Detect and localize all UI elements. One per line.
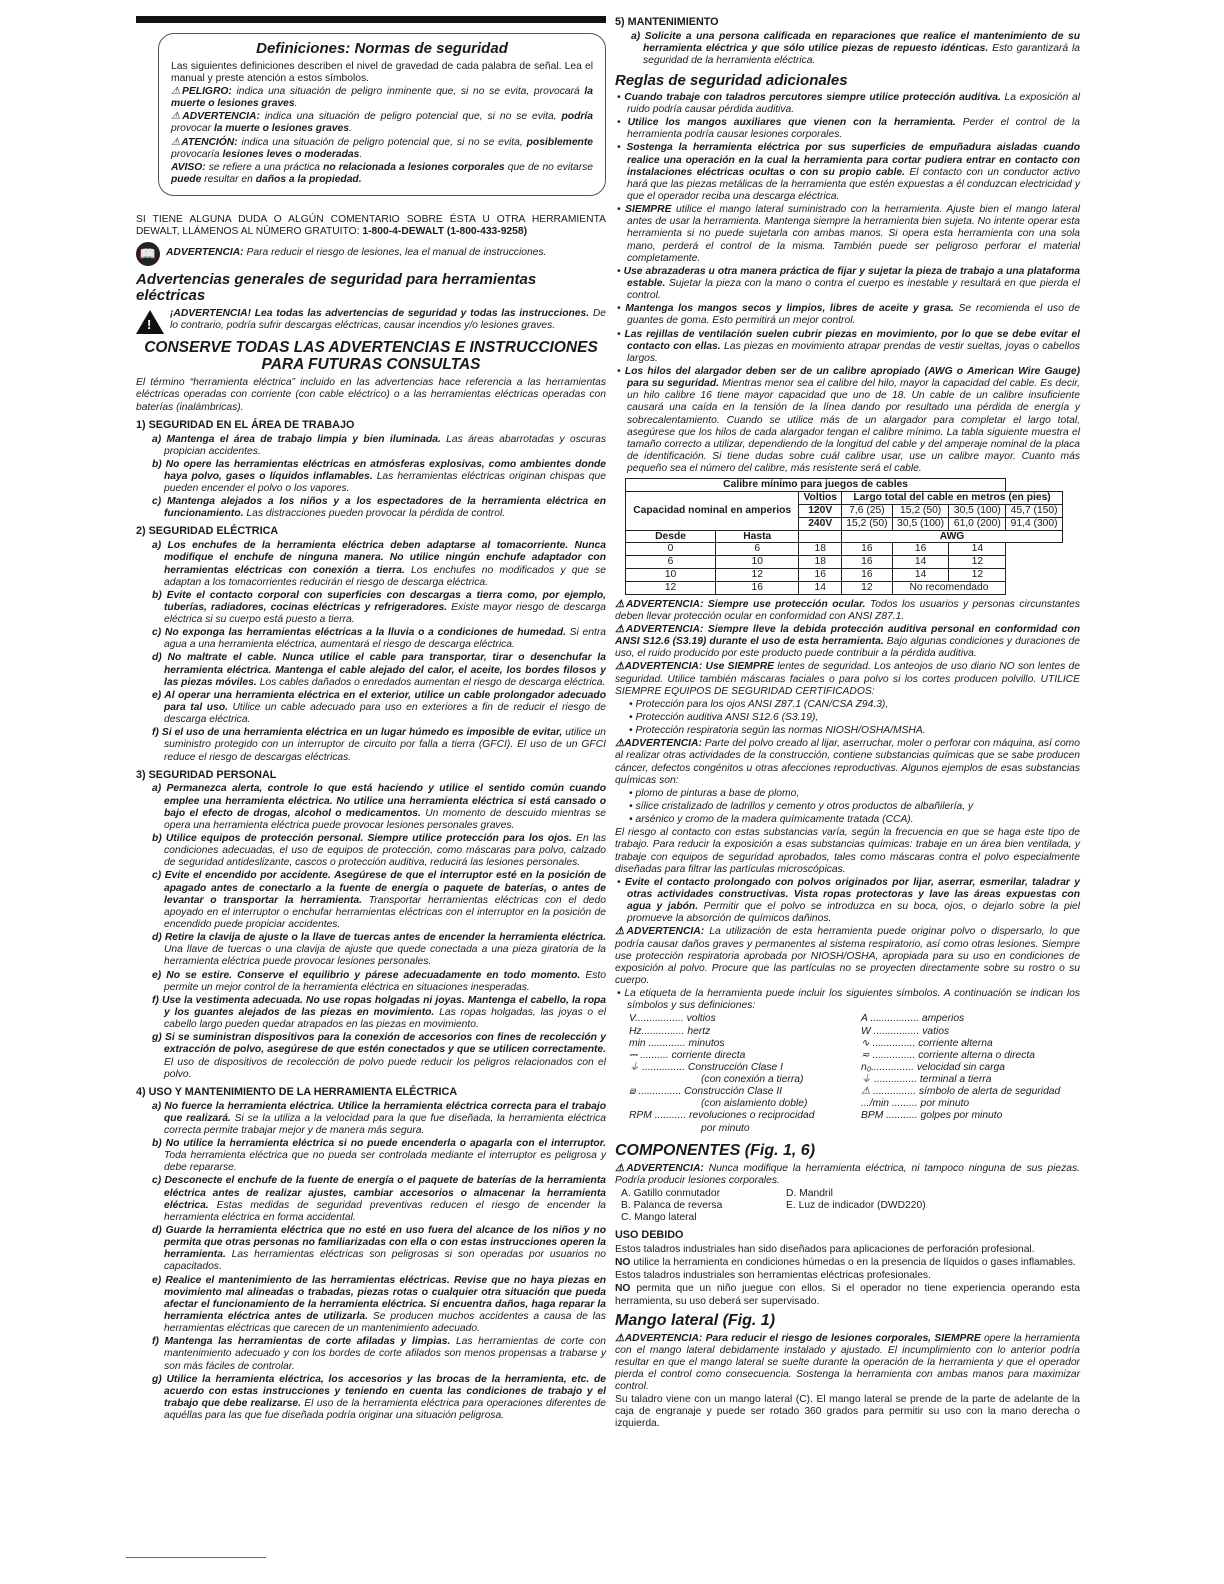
symbol-definition: Hz............... hertz bbox=[629, 1025, 711, 1037]
list-item: • Protección para los ojos ANSI Z87.1 (CAN/CSA Z94.3), bbox=[629, 698, 889, 710]
table-cell: 12 bbox=[949, 556, 1006, 569]
list-item: • arsénico y cromo de la madera químicamente tratada (CCA). bbox=[629, 814, 914, 826]
table-length-cell: 61,0 (200) bbox=[949, 517, 1006, 530]
definitions-title: Definiciones: Normas de seguridad bbox=[256, 40, 508, 57]
top-rule bbox=[136, 16, 606, 23]
safety-item: d) Guarde la herramienta eléctrica que no esté en uso fuera del alcance de los niños y no permita que otras personas no familiarizadas con ella o con estas instrucciones operen la herramienta. Las herramientas eléctricas son peligrosas si son operadas por usuarios no capacitados. bbox=[152, 1225, 606, 1273]
component-item: A. Gatillo conmutador bbox=[621, 1187, 721, 1199]
warning-triangle-icon: ⚠ bbox=[171, 85, 183, 97]
warn-glasses: ⚠ADVERTENCIA: Use SIEMPRE lentes de seguridad. Los anteojos de uso diario NO son lentes de seguridad. Utilice también máscaras faciales o para polvo si los cortes producen polvillo. UTILICE SIEMPRE EQUIPOS DE SEGURIDAD CERTIFICADOS: bbox=[615, 661, 1081, 697]
table-desde: Desde bbox=[626, 530, 716, 543]
component-item: D. Mandril bbox=[786, 1187, 833, 1199]
term-definition: El término “herramienta eléctrica” incluido en las advertencias hace referencia a las herramientas eléctricas operadas con corriente (con cable eléctrico) o a las herramientas eléctricas operadas con baterías (inalámbricas). bbox=[136, 377, 606, 413]
table-length-cell: 7,6 (25) bbox=[842, 504, 893, 517]
read-manual-icon: 📖 bbox=[136, 242, 160, 266]
table-largo: Largo total del cable en metros (en pies) bbox=[842, 492, 1063, 505]
component-item bbox=[786, 1212, 986, 1224]
symbols-list bbox=[615, 1013, 1080, 1134]
table-cell: 10 bbox=[626, 569, 716, 582]
table-row bbox=[626, 556, 1063, 569]
additional-rule-item: • Cuando trabaje con taladros percutores siempre utilice protección auditiva. La exposición al ruido podría causar pérdida auditiva. bbox=[617, 91, 1080, 116]
side-handle-text: Su taladro viene con un mango lateral (C). El mango lateral se prende de la parte de adelante de la caja de engranaje y puede ser rotado 360 grados para permitir su uso con la mano derecha o izquierda. bbox=[615, 1394, 1080, 1430]
safety-item: f) Mantenga las herramientas de corte afiladas y limpias. Las herramientas de corte con mantenimiento adecuado y con los bordes de corte afilados son menos propensas a trabarse y son más fáciles de controlar. bbox=[152, 1336, 606, 1372]
section-heading: 1) SEGURIDAD EN EL ÁREA DE TRABAJO bbox=[136, 418, 355, 431]
uso-p1: Estos taladros industriales han sido diseñados para aplicaciones de perforación profesional. bbox=[615, 1244, 1035, 1255]
warn-eye: ⚠ADVERTENCIA: Siempre use protección ocular. Todos los usuarios y personas circunstantes deben llevar protección ocular en conformidad con ANSI Z87.1. bbox=[615, 598, 1080, 622]
symbol-definition: (con aislamiento doble) bbox=[701, 1098, 808, 1110]
component-item: C. Mango lateral bbox=[621, 1212, 697, 1224]
table-cell: 18 bbox=[799, 556, 842, 569]
table-row bbox=[626, 569, 1063, 582]
table-capacidad: Capacidad nominal en amperios bbox=[626, 492, 799, 530]
safety-item: b) Evite el contacto corporal con superficies con descargas a tierra como, por ejemplo, tuberías, radiadores, cocinas eléctricas y refrigeradores. Existe mayor riesgo de descarga eléctrica si su cuerpo está puesto a tierra. bbox=[152, 589, 606, 626]
safety-item: f) Si el uso de una herramienta eléctrica en un lugar húmedo es imposible de evitar, utilice un suministro protegido con un interruptor de circuito por falla a tierra (GFCI). El uso de un GFCI reduce el riesgo de descargas eléctricas. bbox=[152, 727, 607, 763]
symbol-definition: ⏚ ............... terminal a tierra bbox=[861, 1074, 992, 1086]
safety-item: b) No utilice la herramienta eléctrica si no puede encenderla o apagarla con el interruptor. Toda herramienta eléctrica que no pueda ser controlada mediante el interruptor es peligrosa y debe repararse. bbox=[152, 1138, 606, 1174]
manual-warning: 📖 ADVERTENCIA: Para reducir el riesgo de lesiones, lea el manual de instrucciones. bbox=[136, 242, 606, 266]
warn-hearing: ⚠ADVERTENCIA: Siempre lleve la debida protección auditiva personal en conformidad con ANSI S12.6 (S3.19) durante el uso de esta herramienta. Bajo algunas condiciones y duraciones de uso, el ruido producido por este producto puede contribuir a la pérdida auditiva. bbox=[615, 624, 1081, 660]
table-cell: 10 bbox=[716, 556, 799, 569]
safety-item: e) Al operar una herramienta eléctrica en el exterior, utilice un cable prolongador adecuado para tal uso. Utilice un cable adecuado para uso en exteriores a fin de reducir el riesgo de descarga eléctrica. bbox=[152, 689, 606, 726]
warning-triangle-icon: ⚠ bbox=[171, 111, 183, 123]
table-cell: 16 bbox=[892, 543, 949, 556]
symbol-definition: A ................. amperios bbox=[861, 1013, 965, 1025]
table-length-cell: 30,5 (100) bbox=[892, 517, 949, 530]
symbol-definition: por minuto bbox=[701, 1122, 750, 1134]
safety-item: e) No se estire. Conserve el equilibrio y párese adecuadamente en todo momento. Esto permite un mejor control de la herramienta eléctrica en situaciones inesperadas. bbox=[152, 969, 606, 993]
table-cell: No recomendado bbox=[892, 581, 1005, 594]
components-list bbox=[615, 1188, 1080, 1224]
table-voltios: Voltios bbox=[799, 492, 842, 505]
safety-item: a) Mantenga el área de trabajo limpia y bien iluminada. Las áreas abarrotadas y oscuras propician accidentes. bbox=[152, 433, 606, 457]
table-row bbox=[626, 581, 1063, 594]
cable-gauge-table bbox=[625, 478, 1063, 594]
uso-p2: NO utilice la herramienta en condiciones húmedas o en la presencia de líquidos o gases inflamables. bbox=[615, 1257, 1076, 1269]
dust-contact-bullet: • Evite el contacto prolongado con polvos originados por lijar, aserrar, esmerilar, taladrar y otras actividades constructivas. Vista ropas protectoras y lave las áreas expuestas con agua y jabón. Permitir que el polvo se introduzca en su boca, ojos, o dejarlo sobre la piel promueve la absorción de químicos dañinos. bbox=[617, 876, 1081, 925]
symbol-definition: W ................ vatios bbox=[861, 1025, 950, 1037]
safety-item: g) Si se suministran dispositivos para la conexión de accesorios con fines de recolección y extracción de polvo, asegúrese de que estén conectados y que se utilicen correctamente. El uso de dispositivos de recolección de polvo puede reducir los peligros relacionados con el polvo. bbox=[152, 1032, 606, 1080]
section-heading: 2) SEGURIDAD ELÉCTRICA bbox=[136, 525, 279, 538]
component-item: E. Luz de indicador (DWD220) bbox=[786, 1199, 926, 1211]
maintenance-heading: 5) MANTENIMIENTO bbox=[615, 16, 719, 28]
symbol-definition: (con conexión a tierra) bbox=[701, 1074, 804, 1086]
table-cell: 14 bbox=[892, 556, 949, 569]
warning-triangle-icon: ⚠ bbox=[615, 598, 626, 610]
safety-sections bbox=[136, 419, 606, 1422]
additional-rule-item: • Mantenga los mangos secos y limpios, libres de aceite y grasa. Se recomienda el uso de guantes de goma. Esto permitirá un mejor control. bbox=[617, 303, 1080, 327]
additional-rule-item: • Use abrazaderas u otra manera práctica de fijar y sujetar la pieza de trabajo a una plataforma estable. Sujetar la pieza con la mano o contra el cuerpo es inestable y resultará en que pierda el control. bbox=[617, 265, 1080, 302]
uso-p4: NO permita que un niño juegue con ellos. Si el operador no tiene experiencia operando esta herramienta, su uso deberá ser supervisado. bbox=[615, 1283, 1080, 1307]
symbol-definition: ≂ ............... corriente alterna o directa bbox=[861, 1049, 1036, 1061]
dust-risk-paragraph: El riesgo al contacto con estas substancias varía, según la frecuencia en que se haga este tipo de trabajo. Para reducir la exposición a esas substancias químicas: trabaje en un área bien ventilada, y trabaje con equipos de seguridad aprobados, tales como máscaras contra el polvo especialmente diseñadas para filtrar las partículas microscópicas. bbox=[615, 827, 1080, 875]
table-cell: 18 bbox=[799, 543, 842, 556]
right-column bbox=[615, 16, 1080, 1432]
safety-item: a) Permanezca alerta, controle lo que está haciendo y utilice el sentido común cuando emplee una herramienta eléctrica. No utilice una herramienta eléctrica si está cansado o bajo el efecto de drogas, alcohol o medicamentos. Un momento de descuido mientras se opera una herramienta eléctrica puede provocar lesiones personales graves. bbox=[152, 783, 606, 831]
label-symbols-intro: • La etiqueta de la herramienta puede incluir los siguientes símbolos. A continuación se indican los símbolos y sus definiciones: bbox=[617, 988, 1080, 1012]
table-cell: 14 bbox=[949, 543, 1006, 556]
table-length-cell: 15,2 (50) bbox=[842, 517, 893, 530]
uso-heading: USO DEBIDO bbox=[615, 1229, 684, 1242]
left-column bbox=[136, 16, 606, 1423]
table-spacer bbox=[799, 530, 842, 543]
symbol-definition: .../min ......... por minuto bbox=[861, 1098, 970, 1110]
safety-item: d) No maltrate el cable. Nunca utilice el cable para transportar, tirar o desenchufar la herramienta eléctrica. Mantenga el cable alejado del calor, el aceite, los bordes filosos y las piezas móviles. Los cables dañados o enredados aumentan el riesgo de descarga eléctrica. bbox=[152, 652, 606, 688]
table-cell: 0 bbox=[626, 543, 716, 556]
table-cell: 12 bbox=[842, 581, 893, 594]
maintenance-item: a) Solicite a una persona calificada en reparaciones que realice el mantenimiento de su herramienta eléctrica y que sólo utilice piezas de repuesto idénticas. Esto garantizará la seguridad de la herramienta eléctrica. bbox=[631, 30, 1080, 67]
table-cell: 16 bbox=[799, 569, 842, 582]
contact-line: SI TIENE ALGUNA DUDA O ALGÚN COMENTARIO SOBRE ÉSTA U OTRA HERRAMIENTA DEWALT, LLÁMENOS AL NÚMERO GRATUITO: 1-800-4-DEWALT (1-800-433-9258) bbox=[136, 214, 606, 238]
list-item: • sílice cristalizado de ladrillos y cemento y otros productos de albañilería, y bbox=[629, 800, 974, 812]
certified-equipment-list bbox=[615, 699, 1080, 737]
table-cell: 14 bbox=[892, 569, 949, 582]
components-title: COMPONENTES (Fig. 1, 6) bbox=[615, 1141, 816, 1159]
table-cell: 12 bbox=[626, 581, 716, 594]
warning-triangle-icon bbox=[136, 310, 164, 334]
additional-rule-item: • Las rejillas de ventilación suelen cubrir piezas en movimiento, por lo que se debe evitar el contacto con ellas. Las piezas en movimiento atrapar prendas de vestir sueltas, joyas o cabellos largos. bbox=[617, 328, 1081, 364]
safety-item: e) Realice el mantenimiento de las herramientas eléctricas. Revise que no haya piezas en movimiento mal alineadas o trabadas, piezas rotas o cualquier otra situación que pueda afectar el funcionamiento de la herramienta eléctrica. Si encuentra daños, haga reparar la herramienta eléctrica antes de utilizarla. Se producen muchos accidentes a causa de las herramientas eléctricas que carecen de un mantenimiento adecuado. bbox=[152, 1274, 606, 1335]
table-cell: 16 bbox=[842, 556, 893, 569]
section-heading: 4) USO Y MANTENIMIENTO DE LA HERRAMIENTA ELÉCTRICA bbox=[136, 1085, 458, 1098]
table-cell: 16 bbox=[842, 569, 893, 582]
chemicals-list bbox=[615, 788, 1080, 826]
symbol-definition: BPM ........... golpes por minuto bbox=[861, 1110, 1003, 1122]
warning-triangle-icon: ⚠ bbox=[171, 136, 182, 148]
symbol-definition: ⧈ ............... Construcción Clase II bbox=[629, 1086, 783, 1098]
symbol-definition bbox=[861, 1123, 1081, 1135]
definitions-intro: Las siguientes definiciones describen el nivel de gravedad de cada palabra de señal. Lea el manual y preste atención a estos símbolos. bbox=[171, 60, 593, 84]
table-cell: 14 bbox=[799, 581, 842, 594]
table-length-cell: 45,7 (150) bbox=[1006, 504, 1063, 517]
definitions-box bbox=[158, 33, 606, 196]
symbol-definition: ⚠ ............... símbolo de alerta de seguridad bbox=[861, 1086, 1061, 1098]
additional-rule-item: • Sostenga la herramienta eléctrica por sus superficies de empuñadura aisladas cuando realice una operación en la cual la herramienta para cortar pudiera entrar en contacto con instalaciones eléctricas ocultas o con su propio cable. El contacto con un conductor activo hará que las piezas metálicas de la herramienta que estén expuestas a él conduzcan electricidad y que el operador reciba una descarga eléctrica. bbox=[617, 142, 1080, 203]
table-length-cell: 15,2 (50) bbox=[892, 504, 949, 517]
table-cell: 16 bbox=[716, 581, 799, 594]
safety-item: c) Mantenga alejados a los niños y a los espectadores de la herramienta eléctrica en funcionamiento. Las distracciones pueden provocar la pérdida de control. bbox=[152, 496, 606, 520]
list-item: • Protección respiratoria según las normas NIOSH/OSHA/MSHA. bbox=[629, 725, 926, 737]
safety-item: c) No exponga las herramientas eléctricas a la lluvia o a condiciones de humedad. Si entra agua a una herramienta eléctrica, aumentará el riesgo de descarga eléctrica. bbox=[152, 627, 606, 651]
symbol-definition: RPM ........... revoluciones o reciprocidad bbox=[629, 1110, 815, 1122]
safety-item: b) Utilice equipos de protección personal. Siempre utilice protección para los ojos. En las condiciones adecuadas, el uso de equipos de protección, como máscaras para polvo, calzado de seguridad antideslizante, cascos o protección auditiva, reducirá las lesiones personales. bbox=[152, 833, 606, 869]
safety-item: d) Retire la clavija de ajuste o la llave de tuercas antes de encender la herramienta eléctrica. Una llave de tuercas o una clavija de ajuste que quede conectada a una pieza giratoria de la herramienta eléctrica puede provocar lesiones personales. bbox=[152, 932, 606, 968]
general-warning: ! ¡ADVERTENCIA! Lea todas las advertencias de seguridad y todas las instrucciones. De lo contrario, podría sufrir descargas eléctricas, causar incendios y/o lesiones graves. bbox=[136, 308, 606, 334]
table-length-cell: 30,5 (100) bbox=[949, 504, 1006, 517]
symbol-definition: ∿ ............... corriente alterna bbox=[861, 1037, 993, 1049]
additional-rule-item: • Utilice los mangos auxiliares que vienen con la herramienta. Perder el control de la herramienta podría causar lesiones corporales. bbox=[617, 117, 1080, 141]
table-cell: 12 bbox=[949, 569, 1006, 582]
side-handle-title: Mango lateral (Fig. 1) bbox=[615, 1311, 776, 1329]
table-title: Calibre mínimo para juegos de cables bbox=[626, 479, 1006, 492]
additional-rule-item: • SIEMPRE utilice el mango lateral suministrado con la herramienta. Ajuste bien el mango lateral antes de usar la herramienta. Mantenga siempre la herramienta bien sujeta. No intente operar esta herramienta si no puede sujetarla con ambas manos. Si opera esta herramienta con una sola mano, perderá el control de la misma. También puede ser peligroso perforar el material completamente. bbox=[617, 204, 1080, 264]
safety-item: g) Utilice la herramienta eléctrica, los accesorios y las brocas de la herramienta, etc. de acuerdo con estas instrucciones y teniendo en cuenta las condiciones de trabajo y el trabajo que debe realizarse. El uso de la herramienta eléctrica para operaciones diferentes de aquéllas para las que fue diseñada podría originar una situación peligrosa. bbox=[152, 1373, 606, 1422]
bottom-rule bbox=[126, 1557, 266, 1558]
safety-item: c) Desconecte el enchufe de la fuente de energía o el paquete de baterías de la herramienta eléctrica antes de realizar ajustes, cambiar accesorios o almacenar la herramienta eléctrica. Estas medidas de seguridad preventivas reducen el riesgo de encender la herramienta eléctrica en forma accidental. bbox=[152, 1175, 606, 1223]
safety-item: c) Evite el encendido por accidente. Asegúrese de que el interruptor esté en la posición de apagado antes de conectarlo a la fuente de energía o paquete de baterías, o antes de levantar o transportar la herramienta. Transportar herramientas eléctricas con el dedo apoyado en el interruptor o enchufar herramientas eléctricas con el interruptor en la posición de encendido puede propiciar accidentes. bbox=[152, 870, 606, 931]
general-warnings-title: Advertencias generales de seguridad para herramientas eléctricas bbox=[136, 271, 537, 305]
def-peligro: ⚠PELIGRO: indica una situación de peligro inminente que, si no se evita, provocará la muerte o lesiones graves. bbox=[171, 85, 593, 110]
symbol-definition: ⏚ ............... Construcción Clase I bbox=[629, 1061, 783, 1073]
table-120v: 120V bbox=[799, 504, 842, 517]
conserve-heading: CONSERVE TODAS LAS ADVERTENCIAS E INSTRUCCIONES PARA FUTURAS CONSULTAS bbox=[144, 338, 598, 373]
table-cell: 6 bbox=[626, 556, 716, 569]
table-cell: 16 bbox=[842, 543, 893, 556]
def-atencion: ⚠ATENCIÓN: indica una situación de peligro potencial que, si no se evita, posiblemente provocaría lesiones leves o moderadas. bbox=[171, 136, 593, 160]
table-cell: 12 bbox=[716, 569, 799, 582]
table-row bbox=[626, 543, 1063, 556]
def-advertencia: ⚠ADVERTENCIA: indica una situación de peligro potencial que, si no se evita, podría provocar la muerte o lesiones graves. bbox=[171, 111, 593, 135]
table-240v: 240V bbox=[799, 517, 842, 530]
components-warning: ⚠ADVERTENCIA: Nunca modifique la herramienta eléctrica, ni tampoco ninguna de sus piezas. Podría producir lesiones corporales. bbox=[615, 1162, 1080, 1186]
symbol-definition: ⎓ .......... corriente directa bbox=[629, 1049, 746, 1061]
safety-item: a) No fuerce la herramienta eléctrica. Utilice la herramienta eléctrica correcta para el trabajo que realizará. Si se la utiliza a la velocidad para la que fue diseñada, la herramienta eléctrica correcta permite trabajar mejor y de manera más segura. bbox=[152, 1100, 606, 1136]
safety-item: b) No opere las herramientas eléctricas en atmósferas explosivas, como ambientes donde haya polvo, gases o líquidos inflamables. Las herramientas eléctricas originan chispas que pueden encender el polvo o los vapores. bbox=[152, 458, 606, 495]
symbol-definition: n₀............... velocidad sin carga bbox=[861, 1061, 1005, 1073]
warn-dust-chemicals: ⚠ADVERTENCIA: Parte del polvo creado al lijar, aserruchar, moler o perforar con máquina, así como al realizar otras actividades de la construcción, contiene substancias químicas que se sabe producen cáncer, defectos congénitos u otras afecciones reproductivas. Algunos ejemplos de esas substancias químicas son: bbox=[615, 738, 1080, 786]
section-heading: 3) SEGURIDAD PERSONAL bbox=[136, 768, 277, 781]
warn-respiratory: ⚠ADVERTENCIA: La utilización de esta herramienta puede originar polvo o dispersarlo, lo que podría causar daños graves y permanentes al sistema respiratorio, así como otras lesiones. Siempre use protección respiratoria aprobada por NIOSH/OSHA, apropiada para su uso en condiciones de exposición al polvo. Procure que las partículas no se proyecten directamente sobre su rostro o su cuerpo. bbox=[615, 926, 1080, 986]
additional-rule-item: • Los hilos del alargador deben ser de un calibre apropiado (AWG o American Wire Gauge) para su seguridad. Mientras menor sea el calibre del hilo, mayor la capacidad del cable. Es decir, un hilo calibre 16 tiene mayor capacidad que uno de 18. Un cable de un calibre insuficiente causará una caída en la tensión de la línea dando por resultado una pérdida de energía y sobrecalentamiento. Cuando se utilice más de un alargador para completar el largo total, asegúrese que los hilos de cada alargador tengan el calibre mínimo. La tabla siguiente muestra el tamaño correcto a utilizar, dependiendo de la longitud del cable y del amperaje nominal de la placa de identificación. Si tiene dudas sobre cuál calibre usar, use un calibre mayor. Cuanto más pequeño sea el número del calibre, más resistente será el cable. bbox=[617, 366, 1081, 475]
symbol-definition: min ............. minutos bbox=[629, 1037, 725, 1049]
table-awg: AWG bbox=[842, 530, 1063, 543]
uso-p3: Estos taladros industriales son herramientas eléctricas profesionales. bbox=[615, 1270, 931, 1282]
list-item: • plomo de pinturas a base de plomo, bbox=[629, 787, 800, 799]
symbol-definition: V................. voltios bbox=[629, 1013, 716, 1025]
table-hasta: Hasta bbox=[716, 530, 799, 543]
component-item: B. Palanca de reversa bbox=[621, 1199, 723, 1211]
table-cell: 6 bbox=[716, 543, 799, 556]
safety-item: f) Use la vestimenta adecuada. No use ropas holgadas ni joyas. Mantenga el cabello, la ropa y los guantes alejados de las piezas en movimiento. Las ropas holgadas, las joyas o el cabello largo pueden quedar atrapados en las piezas en movimiento. bbox=[152, 994, 606, 1031]
safety-item: a) Los enchufes de la herramienta eléctrica deben adaptarse al tomacorriente. Nunca modifique el enchufe de ninguna manera. No utilice ningún enchufe adaptador con herramientas eléctricas con conexión a tierra. Los enchufes no modificados y que se adaptan a los tomacorrientes reducirán el riesgo de descarga eléctrica. bbox=[152, 540, 606, 588]
table-length-cell: 91,4 (300) bbox=[1006, 517, 1063, 530]
def-aviso: AVISO: se refiere a una práctica no relacionada a lesiones corporales que de no evitarse puede resultar en daños a la propiedad. bbox=[171, 161, 594, 185]
side-handle-warning: ⚠ADVERTENCIA: Para reducir el riesgo de lesiones corporales, SIEMPRE opere la herramienta con el mango lateral debidamente instalado y ajustado. El incumplimiento con lo anterior podría resultar en que el mango lateral se suelte durante la operación de la herramienta y que el operador pierda el control como consecuencia. Sostenga la herramienta con ambas manos para maximizar control. bbox=[615, 1332, 1080, 1393]
additional-rules-title: Reglas de seguridad adicionales bbox=[615, 72, 848, 90]
additional-rules-list bbox=[615, 92, 1080, 475]
list-item: • Protección auditiva ANSI S12.6 (S3.19), bbox=[629, 711, 819, 723]
